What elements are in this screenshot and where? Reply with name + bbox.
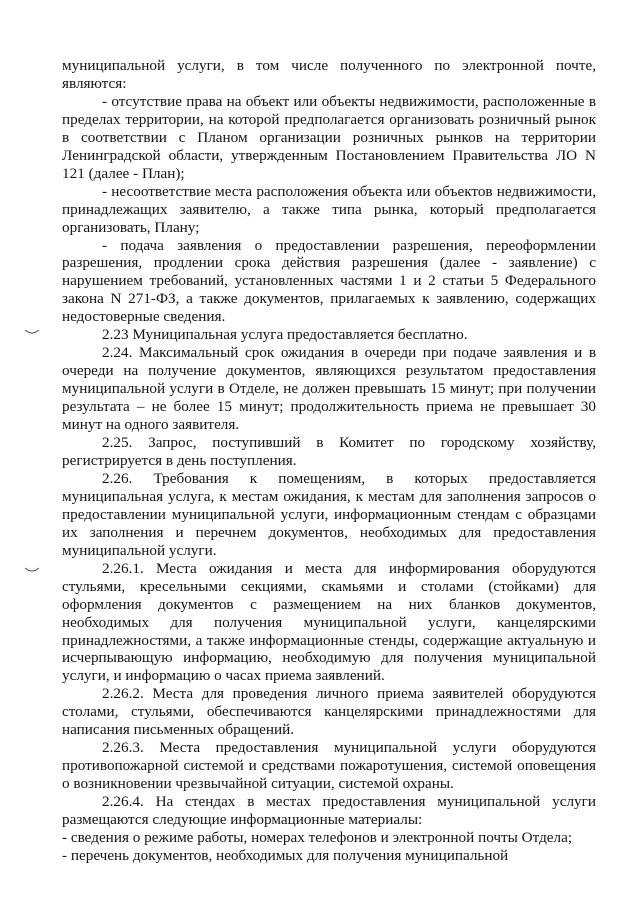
binding-hole-mark xyxy=(24,329,40,337)
paragraph: 2.26.2. Места для проведения личного приема заявителей оборудуются столами, стульями, обеспечиваются канцелярскими принадлежностями для написания письменных обращений. xyxy=(62,685,596,739)
paragraph: - подача заявления о предоставлении разрешения, переоформлении разрешения, продлении срока действия разрешения (далее - заявление) с нарушением требований, установленных частями 1 и 2 статьи 5 Федерального закона N 271-ФЗ, а также документов, прилагаемых к заявлению, содержащих недостоверные сведения. xyxy=(62,236,596,326)
paragraph: муниципальной услуги, в том числе полученного по электронной почте, являются: xyxy=(62,57,596,92)
paragraph: 2.26.1. Места ожидания и места для информирования оборудуются стульями, кресельными секциями, скамьями и столами (стойками) для оформления документов с размещением на них бланков документов, необходимых для получения муниципальной услуги, канцелярскими принадлежностями, а также информационные стенды, содержащие актуальную и исчерпывающую информацию, необходимую для получения муниципальной услуги, и информацию о часах приема заявлений. xyxy=(62,559,596,685)
paragraph: 2.26.3. Места предоставления муниципальной услуги оборудуются противопожарной системой и средствами пожаротушения, системой оповещения о возникновении чрезвычайной ситуации, системой охраны. xyxy=(62,739,596,793)
paragraph: 2.24. Максимальный срок ожидания в очереди при подаче заявления и в очереди на получение документов, являющихся результатом предоставления муниципальной услуги в Отделе, не должен превышать 15 минут; при получении результата – не более 15 минут; продолжительность приема не превышает 30 минут на одного заявителя. xyxy=(62,344,596,434)
paragraph: 2.26. Требования к помещениям, в которых предоставляется муниципальная услуга, к местам ожидания, к местам для заполнения запросов о предоставлении муниципальной услуги, информационным стендам с образцами их заполнения и перечнем документов, необходимых для предоставления муниципальной услуги. xyxy=(62,469,596,559)
document-body xyxy=(62,57,596,865)
paragraph: 2.23 Муниципальная услуга предоставляется бесплатно. xyxy=(102,326,468,344)
paragraph: 2.25. Запрос, поступивший в Комитет по городскому хозяйству, регистрируется в день поступления. xyxy=(62,434,596,469)
paragraph: - отсутствие права на объект или объекты недвижимости, расположенные в пределах территории, на которой предполагается организовать розничный рынок в соответствии с Планом организации розничных рынков на территории Ленинградской области, утвержденным Постановлением Правительства ЛО N 121 (далее - План); xyxy=(62,92,596,182)
paragraph: 2.26.4. На стендах в местах предоставления муниципальной услуги размещаются следующие информационные материалы: xyxy=(62,793,596,829)
paragraph: - несоответствие места расположения объекта или объектов недвижимости, принадлежащих заявителю, а также типа рынка, который предполагается организовать, Плану; xyxy=(62,182,596,236)
paragraph: - перечень документов, необходимых для получения муниципальной xyxy=(62,846,509,864)
paragraph: - сведения о режиме работы, номерах телефонов и электронной почты Отдела; xyxy=(62,828,573,846)
binding-hole-mark xyxy=(24,567,40,575)
